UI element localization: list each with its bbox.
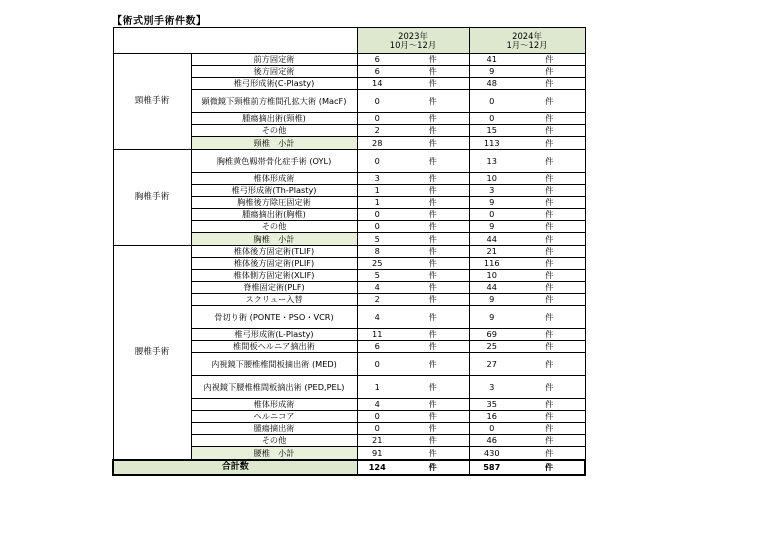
count-2023: 0 — [357, 353, 397, 376]
unit-label: 件 — [514, 447, 585, 461]
unit-label: 件 — [397, 173, 469, 185]
surgery-count-table — [112, 27, 586, 476]
unit-label: 件 — [397, 150, 469, 173]
total-2024: 587 — [469, 460, 514, 475]
count-2024: 69 — [469, 329, 514, 341]
procedure-name: 腫瘍摘出術(胸椎) — [191, 209, 357, 221]
count-2024: 10 — [469, 173, 514, 185]
unit-label: 件 — [514, 423, 585, 435]
unit-label: 件 — [397, 233, 469, 246]
document-title: 【術式別手術件数】 — [112, 16, 207, 27]
procedure-name: 前方固定術 — [191, 54, 357, 66]
unit-label: 件 — [397, 137, 469, 150]
unit-label: 件 — [397, 125, 469, 137]
unit-label: 件 — [514, 353, 585, 376]
count-2024: 0 — [469, 209, 514, 221]
count-2024: 116 — [469, 258, 514, 270]
count-2024: 3 — [469, 185, 514, 197]
unit-label: 件 — [397, 460, 469, 475]
unit-label: 件 — [397, 353, 469, 376]
header-2024-period: 2024年 1月～12月 — [469, 28, 585, 54]
count-2024: 9 — [469, 306, 514, 329]
procedure-name: ヘルニコア — [191, 411, 357, 423]
procedure-name: 椎弓形成術(C-Plasty) — [191, 78, 357, 90]
procedure-name: 椎間板ヘルニア摘出術 — [191, 341, 357, 353]
count-2023: 0 — [357, 90, 397, 113]
unit-label: 件 — [397, 90, 469, 113]
unit-label: 件 — [397, 197, 469, 209]
procedure-name: 椎弓形成術(Th-Plasty) — [191, 185, 357, 197]
subtotal-2024: 430 — [469, 447, 514, 461]
subtotal-label: 腰椎 小計 — [191, 447, 357, 461]
count-2024: 9 — [469, 66, 514, 78]
count-2023: 21 — [357, 435, 397, 447]
count-2023: 5 — [357, 270, 397, 282]
subtotal-label: 頸椎 小計 — [191, 137, 357, 150]
count-2023: 1 — [357, 197, 397, 209]
unit-label: 件 — [514, 270, 585, 282]
unit-label: 件 — [397, 329, 469, 341]
procedure-name: その他 — [191, 435, 357, 447]
procedure-name: スクリュー入替 — [191, 294, 357, 306]
procedure-name: その他 — [191, 125, 357, 137]
count-2023: 0 — [357, 411, 397, 423]
count-2024: 25 — [469, 341, 514, 353]
unit-label: 件 — [397, 341, 469, 353]
unit-label: 件 — [514, 185, 585, 197]
unit-label: 件 — [514, 209, 585, 221]
subtotal-2023: 28 — [357, 137, 397, 150]
count-2024: 48 — [469, 78, 514, 90]
unit-label: 件 — [514, 258, 585, 270]
unit-label: 件 — [514, 246, 585, 258]
unit-label: 件 — [514, 411, 585, 423]
subtotal-2023: 91 — [357, 447, 397, 461]
subtotal-2024: 113 — [469, 137, 514, 150]
count-2023: 4 — [357, 306, 397, 329]
count-2024: 27 — [469, 353, 514, 376]
category-label: 胸椎手術 — [113, 150, 191, 246]
total-2023: 124 — [357, 460, 397, 475]
procedure-name: 内視鏡下腰椎椎間板摘出術 (MED) — [191, 353, 357, 376]
unit-label: 件 — [397, 185, 469, 197]
count-2024: 9 — [469, 294, 514, 306]
procedure-name: 顕微鏡下頸椎前方椎間孔拡大術 (MacF) — [191, 90, 357, 113]
count-2023: 0 — [357, 221, 397, 233]
unit-label: 件 — [397, 447, 469, 461]
unit-label: 件 — [397, 66, 469, 78]
subtotal-2024: 44 — [469, 233, 514, 246]
count-2023: 2 — [357, 125, 397, 137]
unit-label: 件 — [514, 78, 585, 90]
count-2024: 35 — [469, 399, 514, 411]
table-row — [113, 246, 585, 258]
count-2023: 1 — [357, 185, 397, 197]
unit-label: 件 — [397, 54, 469, 66]
procedure-name: その他 — [191, 221, 357, 233]
count-2024: 10 — [469, 270, 514, 282]
count-2023: 2 — [357, 294, 397, 306]
unit-label: 件 — [514, 221, 585, 233]
count-2023: 6 — [357, 66, 397, 78]
count-2023: 0 — [357, 150, 397, 173]
unit-label: 件 — [397, 113, 469, 125]
unit-label: 件 — [514, 125, 585, 137]
unit-label: 件 — [514, 435, 585, 447]
unit-label: 件 — [514, 399, 585, 411]
header-2023-period: 2023年 10月～12月 — [357, 28, 469, 54]
unit-label: 件 — [397, 221, 469, 233]
count-2023: 0 — [357, 209, 397, 221]
total-row — [113, 460, 585, 475]
count-2023: 6 — [357, 54, 397, 66]
unit-label: 件 — [397, 209, 469, 221]
procedure-name: 椎体形成術 — [191, 399, 357, 411]
unit-label: 件 — [514, 197, 585, 209]
unit-label: 件 — [514, 54, 585, 66]
count-2023: 11 — [357, 329, 397, 341]
unit-label: 件 — [514, 294, 585, 306]
unit-label: 件 — [397, 246, 469, 258]
unit-label: 件 — [514, 329, 585, 341]
unit-label: 件 — [514, 66, 585, 78]
header-blank-cell — [113, 28, 357, 54]
count-2024: 3 — [469, 376, 514, 399]
category-label: 腰椎手術 — [113, 246, 191, 461]
category-label: 頸椎手術 — [113, 54, 191, 150]
unit-label: 件 — [397, 411, 469, 423]
count-2024: 16 — [469, 411, 514, 423]
count-2023: 4 — [357, 282, 397, 294]
procedure-name: 骨切り術 (PONTE・PSO・VCR) — [191, 306, 357, 329]
count-2024: 0 — [469, 113, 514, 125]
procedure-name: 椎体後方固定術(TLIF) — [191, 246, 357, 258]
unit-label: 件 — [514, 137, 585, 150]
total-label: 合計数 — [113, 460, 357, 475]
unit-label: 件 — [397, 282, 469, 294]
count-2024: 41 — [469, 54, 514, 66]
unit-label: 件 — [514, 150, 585, 173]
count-2023: 14 — [357, 78, 397, 90]
count-2024: 0 — [469, 423, 514, 435]
unit-label: 件 — [514, 376, 585, 399]
procedure-name: 椎体後方固定術(PLIF) — [191, 258, 357, 270]
table-row — [113, 150, 585, 173]
count-2024: 15 — [469, 125, 514, 137]
unit-label: 件 — [397, 258, 469, 270]
procedure-name: 胸椎黄色靱帯骨化症手術 (OYL) — [191, 150, 357, 173]
count-2024: 46 — [469, 435, 514, 447]
procedure-name: 椎体形成術 — [191, 173, 357, 185]
unit-label: 件 — [397, 435, 469, 447]
count-2024: 9 — [469, 197, 514, 209]
procedure-name: 腫瘍摘出術(頸椎) — [191, 113, 357, 125]
unit-label: 件 — [514, 282, 585, 294]
unit-label: 件 — [514, 460, 585, 475]
count-2023: 25 — [357, 258, 397, 270]
unit-label: 件 — [397, 306, 469, 329]
count-2023: 0 — [357, 423, 397, 435]
count-2023: 8 — [357, 246, 397, 258]
unit-label: 件 — [397, 376, 469, 399]
unit-label: 件 — [514, 233, 585, 246]
unit-label: 件 — [397, 270, 469, 282]
unit-label: 件 — [514, 173, 585, 185]
procedure-name: 脊椎固定術(PLF) — [191, 282, 357, 294]
count-2024: 0 — [469, 90, 514, 113]
unit-label: 件 — [397, 423, 469, 435]
procedure-name: 後方固定術 — [191, 66, 357, 78]
subtotal-label: 胸椎 小計 — [191, 233, 357, 246]
count-2023: 0 — [357, 113, 397, 125]
subtotal-2023: 5 — [357, 233, 397, 246]
count-2024: 21 — [469, 246, 514, 258]
unit-label: 件 — [514, 90, 585, 113]
unit-label: 件 — [514, 113, 585, 125]
count-2024: 44 — [469, 282, 514, 294]
procedure-name: 椎体側方固定術(XLIF) — [191, 270, 357, 282]
procedure-name: 腫瘍摘出術 — [191, 423, 357, 435]
count-2024: 9 — [469, 221, 514, 233]
count-2023: 4 — [357, 399, 397, 411]
procedure-name: 椎弓形成術(L-Plasty) — [191, 329, 357, 341]
unit-label: 件 — [397, 294, 469, 306]
count-2024: 13 — [469, 150, 514, 173]
unit-label: 件 — [514, 306, 585, 329]
count-2023: 6 — [357, 341, 397, 353]
unit-label: 件 — [514, 341, 585, 353]
table-row — [113, 54, 585, 66]
procedure-name: 胸椎後方除圧固定術 — [191, 197, 357, 209]
unit-label: 件 — [397, 399, 469, 411]
count-2023: 1 — [357, 376, 397, 399]
unit-label: 件 — [397, 78, 469, 90]
count-2023: 3 — [357, 173, 397, 185]
procedure-name: 内視鏡下腰椎椎間板摘出術 (PED,PEL) — [191, 376, 357, 399]
